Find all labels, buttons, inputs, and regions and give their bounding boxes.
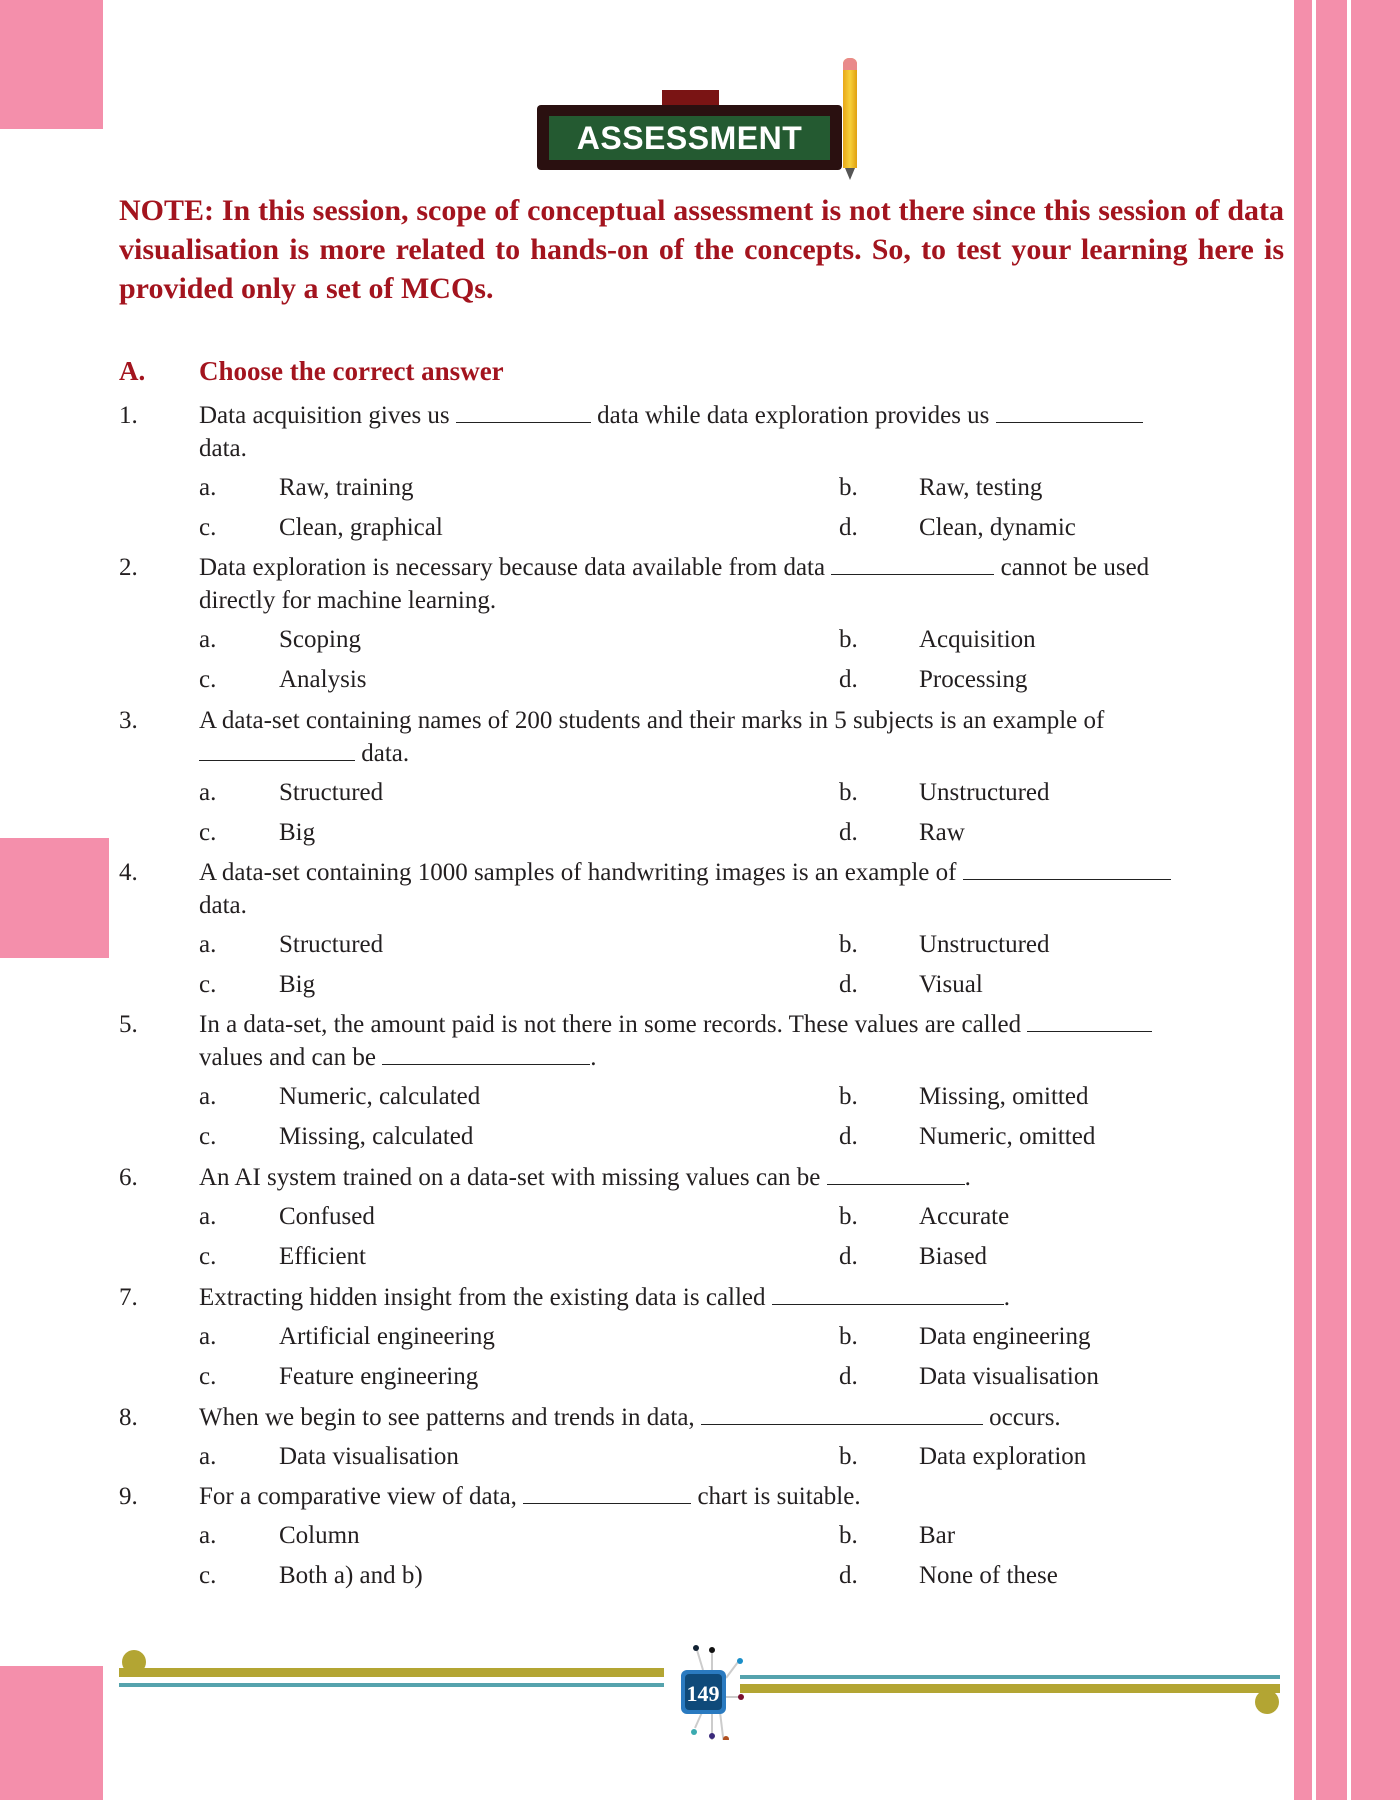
option-letter: d. bbox=[839, 514, 858, 541]
answer-blank bbox=[772, 1284, 1004, 1305]
question-item bbox=[119, 551, 1280, 700]
question-stem: Extracting hidden insight from the existing data is called . bbox=[199, 1284, 1011, 1311]
question-number: 4. bbox=[119, 859, 138, 886]
option-letter: b. bbox=[839, 1203, 858, 1230]
question-number: 8. bbox=[119, 1404, 138, 1431]
answer-blank bbox=[831, 554, 994, 575]
option-text: Raw bbox=[919, 819, 965, 846]
option-letter: b. bbox=[839, 1522, 858, 1549]
option-text: Acquisition bbox=[919, 626, 1036, 653]
option-letter: d. bbox=[839, 1243, 858, 1270]
option-text: Data visualisation bbox=[919, 1363, 1099, 1390]
option-text: Data exploration bbox=[919, 1443, 1087, 1470]
option-letter: d. bbox=[839, 1123, 858, 1150]
option-letter: b. bbox=[839, 779, 858, 806]
answer-blank bbox=[1027, 1011, 1152, 1032]
option-letter: c. bbox=[199, 819, 217, 846]
option-letter: b. bbox=[839, 474, 858, 501]
option-text: Data engineering bbox=[919, 1323, 1091, 1350]
question-number: 7. bbox=[119, 1284, 138, 1311]
option-letter: c. bbox=[199, 1363, 217, 1390]
question-item bbox=[119, 856, 1280, 1005]
answer-blank bbox=[996, 402, 1143, 423]
question-number: 6. bbox=[119, 1164, 138, 1191]
option-text: Artificial engineering bbox=[279, 1323, 495, 1350]
option-text: Numeric, omitted bbox=[919, 1123, 1096, 1150]
option-letter: c. bbox=[199, 1243, 217, 1270]
option-text: Processing bbox=[919, 666, 1028, 693]
option-text: Analysis bbox=[279, 666, 367, 693]
option-letter: a. bbox=[199, 779, 217, 806]
option-text: Feature engineering bbox=[279, 1363, 479, 1390]
option-text: Unstructured bbox=[919, 779, 1050, 806]
question-stem: Data exploration is necessary because data available from data cannot be used directly for machine learning. bbox=[199, 554, 1150, 614]
option-text: Column bbox=[279, 1522, 360, 1549]
option-text: Efficient bbox=[279, 1243, 366, 1270]
question-item bbox=[119, 399, 1280, 548]
option-text: Accurate bbox=[919, 1203, 1010, 1230]
option-letter: a. bbox=[199, 1083, 217, 1110]
option-text: Missing, omitted bbox=[919, 1083, 1089, 1110]
question-item bbox=[119, 1161, 1280, 1277]
option-letter: a. bbox=[199, 1323, 217, 1350]
option-text: Clean, dynamic bbox=[919, 514, 1076, 541]
question-stem: Data acquisition gives us data while data exploration provides us data. bbox=[199, 399, 1280, 465]
border-stripe bbox=[1347, 0, 1351, 1800]
answer-blank bbox=[701, 1404, 983, 1425]
section-letter: A. bbox=[119, 356, 146, 386]
option-text: Numeric, calculated bbox=[279, 1083, 481, 1110]
question-stem: When we begin to see patterns and trends in data, occurs. bbox=[199, 1404, 1061, 1431]
option-text: Clean, graphical bbox=[279, 514, 443, 541]
assessment-title: ASSESSMENT bbox=[576, 120, 803, 156]
option-letter: a. bbox=[199, 626, 217, 653]
answer-blank bbox=[963, 859, 1171, 880]
option-text: Raw, testing bbox=[919, 474, 1043, 501]
question-stem: An AI system trained on a data-set with missing values can be . bbox=[199, 1164, 971, 1191]
question-item bbox=[119, 1008, 1280, 1157]
answer-blank bbox=[827, 1164, 965, 1185]
option-letter: b. bbox=[839, 1083, 858, 1110]
question-stem: A data-set containing 1000 samples of handwriting images is an example of data. bbox=[199, 856, 1280, 922]
answer-blank bbox=[523, 1483, 691, 1504]
question-number: 1. bbox=[119, 402, 138, 429]
option-letter: d. bbox=[839, 1562, 858, 1589]
question-number: 5. bbox=[119, 1011, 138, 1038]
answer-blank bbox=[456, 402, 591, 423]
option-text: Data visualisation bbox=[279, 1443, 459, 1470]
question-item bbox=[119, 1480, 1280, 1596]
section-title: Choose the correct answer bbox=[199, 356, 504, 386]
option-letter: b. bbox=[839, 1323, 858, 1350]
question-item bbox=[119, 704, 1280, 853]
assessment-badge bbox=[537, 85, 842, 170]
option-text: Visual bbox=[919, 971, 983, 998]
question-stem: For a comparative view of data, chart is suitable. bbox=[199, 1483, 861, 1510]
corner-decoration-top bbox=[0, 0, 103, 129]
option-text: Structured bbox=[279, 931, 384, 958]
option-text: Confused bbox=[279, 1203, 375, 1230]
option-text: None of these bbox=[919, 1562, 1058, 1589]
option-letter: a. bbox=[199, 1443, 217, 1470]
pencil-icon bbox=[843, 58, 857, 168]
option-letter: a. bbox=[199, 474, 217, 501]
option-letter: c. bbox=[199, 514, 217, 541]
option-text: Big bbox=[279, 819, 316, 846]
option-letter: a. bbox=[199, 931, 217, 958]
option-text: Both a) and b) bbox=[279, 1562, 423, 1589]
option-letter: d. bbox=[839, 971, 858, 998]
question-number: 2. bbox=[119, 554, 138, 581]
question-stem: In a data-set, the amount paid is not there in some records. These values are called values and can be . bbox=[199, 1008, 1280, 1074]
footer-dot-right bbox=[1255, 1690, 1279, 1714]
option-text: Structured bbox=[279, 779, 384, 806]
option-letter: c. bbox=[199, 971, 217, 998]
note-text: NOTE: In this session, scope of conceptual assessment is not there since this session of data visualisation is more related to hands-on of the concepts. So, to test your learning here is provided only a set of MCQs. bbox=[119, 194, 1284, 305]
option-letter: b. bbox=[839, 1443, 858, 1470]
option-letter: c. bbox=[199, 1562, 217, 1589]
option-text: Big bbox=[279, 971, 316, 998]
option-letter: d. bbox=[839, 666, 858, 693]
option-text: Raw, training bbox=[279, 474, 414, 501]
option-letter: c. bbox=[199, 666, 217, 693]
page-number: 149 bbox=[686, 1681, 720, 1706]
answer-blank bbox=[382, 1044, 590, 1065]
question-item bbox=[119, 1401, 1280, 1477]
option-text: Bar bbox=[919, 1522, 956, 1549]
question-number: 9. bbox=[119, 1483, 138, 1510]
question-item bbox=[119, 1281, 1280, 1397]
option-letter: c. bbox=[199, 1123, 217, 1150]
answer-blank bbox=[199, 740, 355, 761]
option-text: Biased bbox=[919, 1243, 988, 1270]
question-number: 3. bbox=[119, 707, 138, 734]
option-letter: b. bbox=[839, 626, 858, 653]
option-text: Scoping bbox=[279, 626, 361, 653]
border-stripe bbox=[1312, 0, 1316, 1800]
option-text: Missing, calculated bbox=[279, 1123, 474, 1150]
option-letter: a. bbox=[199, 1203, 217, 1230]
option-letter: b. bbox=[839, 931, 858, 958]
question-stem: A data-set containing names of 200 students and their marks in 5 subjects is an example of data. bbox=[199, 707, 1105, 767]
section-heading bbox=[119, 356, 504, 387]
option-letter: d. bbox=[839, 819, 858, 846]
option-text: Unstructured bbox=[919, 931, 1050, 958]
side-decoration-robot bbox=[0, 838, 109, 958]
page-footer bbox=[0, 1640, 1400, 1740]
option-letter: d. bbox=[839, 1363, 858, 1390]
option-letter: a. bbox=[199, 1522, 217, 1549]
